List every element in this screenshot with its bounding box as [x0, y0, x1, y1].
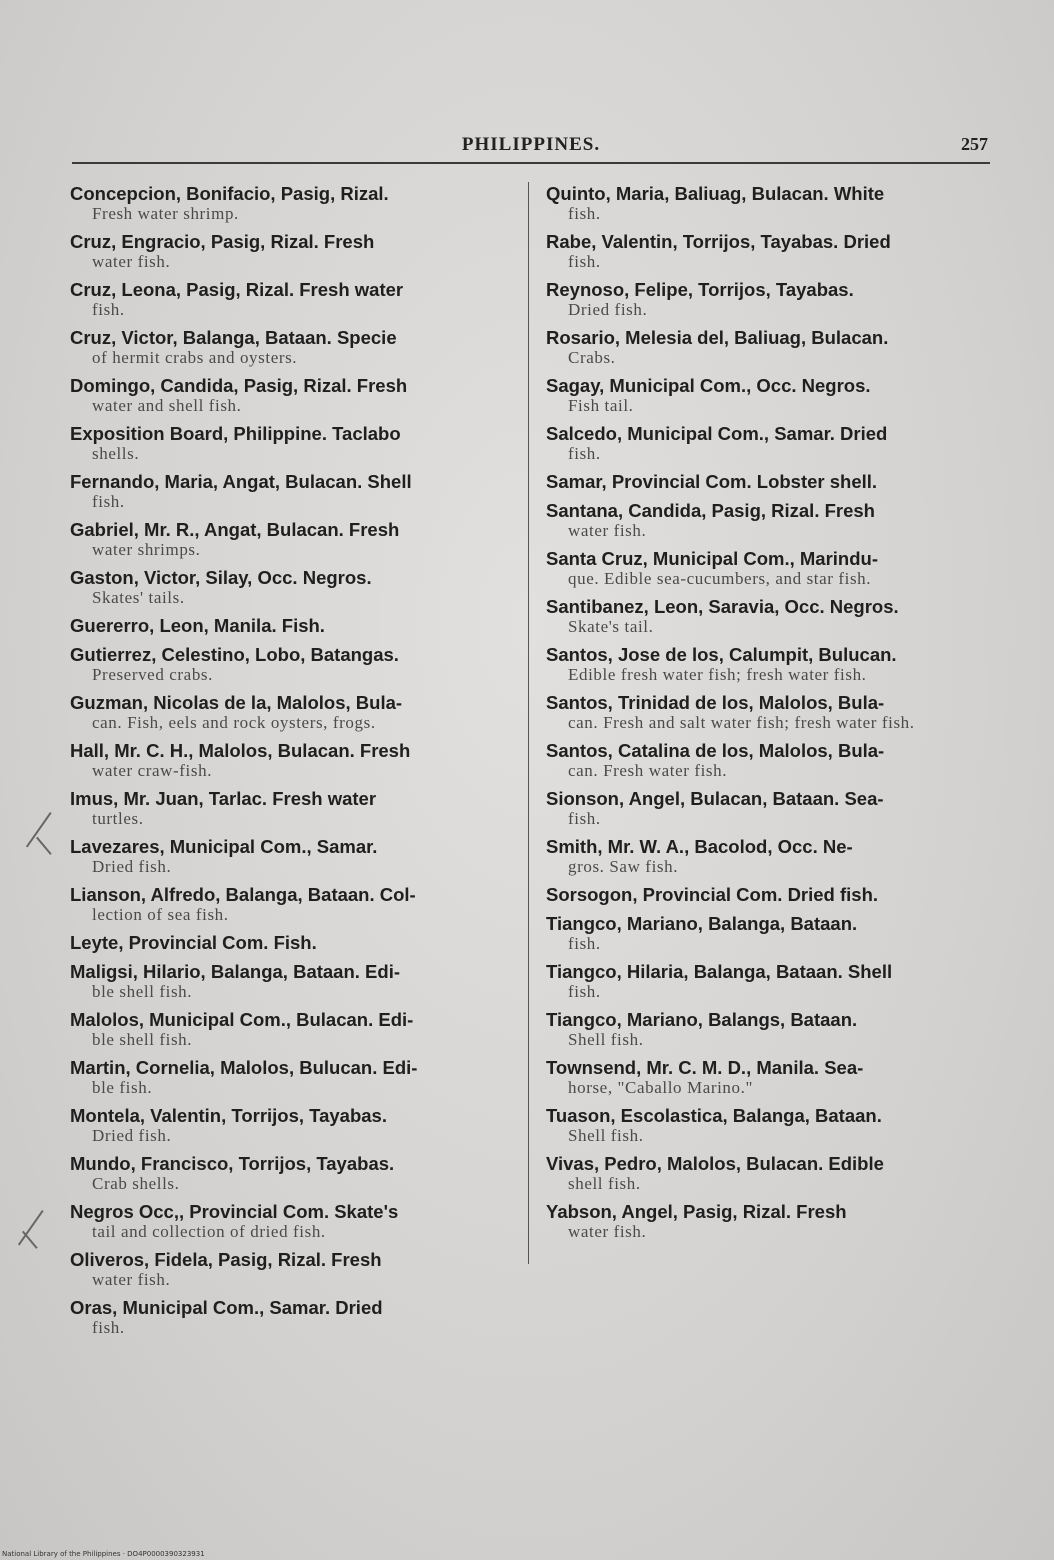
entry-description: fish. — [568, 809, 601, 828]
entry-name: Yabson, Angel, Pasig, Rizal. Fresh — [546, 1201, 847, 1222]
entry-name: Malolos, Municipal Com., Bulacan. Edi- — [70, 1009, 414, 1030]
entry-name: Tuason, Escolastica, Balanga, Bataan. — [546, 1105, 882, 1126]
entry-description: can. Fish, eels and rock oysters, frogs. — [92, 713, 376, 732]
entry-name: Samar, Provincial Com. Lobster shell. — [546, 471, 878, 492]
entry-name: Rosario, Melesia del, Baliuag, Bulacan. — [546, 327, 889, 348]
entry-description: shell fish. — [568, 1174, 641, 1193]
entry-name: Hall, Mr. C. H., Malolos, Bulacan. Fresh — [70, 740, 411, 761]
list-item — [546, 328, 983, 367]
entry-description: water shrimps. — [92, 540, 201, 559]
entry-name: Santa Cruz, Municipal Com., Marindu- — [546, 548, 878, 569]
list-item — [70, 184, 517, 223]
entry-name: Reynoso, Felipe, Torrijos, Tayabas. — [546, 279, 854, 300]
entry-description: water fish. — [568, 1222, 647, 1241]
entry-name: Exposition Board, Philippine. Taclabo — [70, 423, 401, 444]
list-item — [70, 962, 517, 1001]
entry-description: Crabs. — [568, 348, 616, 367]
check-mark — [36, 837, 52, 855]
entry-name: Cruz, Victor, Balanga, Bataan. Specie — [70, 327, 397, 348]
entry-description: Shell fish. — [568, 1030, 644, 1049]
entry-name: Smith, Mr. W. A., Bacolod, Occ. Ne- — [546, 836, 853, 857]
entry-description: water fish. — [568, 521, 647, 540]
page-number: 257 — [961, 134, 988, 154]
list-item — [70, 1250, 517, 1289]
list-item — [546, 1202, 983, 1241]
list-item — [546, 962, 983, 1001]
list-item — [546, 597, 983, 636]
list-item — [546, 837, 983, 876]
list-item — [70, 693, 517, 732]
entry-description: fish. — [568, 934, 601, 953]
list-item — [546, 184, 983, 223]
entry-description: shells. — [92, 444, 140, 463]
entry-description: que. Edible sea-cucumbers, and star fish. — [568, 569, 872, 588]
list-item — [70, 789, 517, 828]
entry-description: Dried fish. — [92, 1126, 172, 1145]
entry-name: Sionson, Angel, Bulacan, Bataan. Sea- — [546, 788, 884, 809]
entry-name: Domingo, Candida, Pasig, Rizal. Fresh — [70, 375, 408, 396]
list-item — [70, 885, 517, 924]
entry-description: Skate's tail. — [568, 617, 654, 636]
entry-name: Santos, Trinidad de los, Malolos, Bula- — [546, 692, 885, 713]
list-item — [70, 472, 517, 511]
entry-description: Dried fish. — [568, 300, 648, 319]
right-column — [546, 184, 983, 1250]
list-item — [70, 645, 517, 684]
list-item — [546, 741, 983, 780]
entry-description: water fish. — [92, 252, 171, 271]
entry-description: lection of sea fish. — [92, 905, 229, 924]
entry-name: Martin, Cornelia, Malolos, Bulucan. Edi- — [70, 1057, 418, 1078]
entry-name: Oras, Municipal Com., Samar. Dried — [70, 1297, 383, 1318]
entry-description: turtles. — [92, 809, 144, 828]
entry-description: fish. — [568, 444, 601, 463]
entry-description: ble shell fish. — [92, 1030, 193, 1049]
list-item — [546, 1010, 983, 1049]
entry-description: Edible fresh water fish; fresh water fish. — [568, 665, 867, 684]
entry-name: Cruz, Leona, Pasig, Rizal. Fresh water — [70, 279, 404, 300]
list-item — [546, 789, 983, 828]
entry-name: Sorsogon, Provincial Com. Dried fish. — [546, 884, 879, 905]
entry-name: Santana, Candida, Pasig, Rizal. Fresh — [546, 500, 875, 521]
entry-name: Vivas, Pedro, Malolos, Bulacan. Edible — [546, 1153, 884, 1174]
entry-name: Negros Occ,, Provincial Com. Skate's — [70, 1201, 399, 1222]
left-column — [70, 184, 517, 1346]
entry-description: horse, "Caballo Marino." — [568, 1078, 754, 1097]
entry-description: can. Fresh water fish. — [568, 761, 728, 780]
list-item — [546, 645, 983, 684]
list-item — [546, 885, 983, 905]
list-item — [70, 328, 517, 367]
entry-name: Santos, Jose de los, Calumpit, Bulucan. — [546, 644, 897, 665]
list-item — [546, 376, 983, 415]
entry-description: Crab shells. — [92, 1174, 180, 1193]
list-item — [546, 1106, 983, 1145]
entry-name: Montela, Valentin, Torrijos, Tayabas. — [70, 1105, 387, 1126]
page-title: PHILIPPINES. — [461, 134, 601, 155]
entry-description: can. Fresh and salt water fish; fresh water fish. — [568, 713, 915, 732]
entry-name: Fernando, Maria, Angat, Bulacan. Shell — [70, 471, 412, 492]
list-item — [70, 741, 517, 780]
list-item — [70, 616, 517, 636]
list-item — [70, 1010, 517, 1049]
header-rule — [72, 162, 990, 164]
entry-name: Rabe, Valentin, Torrijos, Tayabas. Dried — [546, 231, 891, 252]
entry-name: Concepcion, Bonifacio, Pasig, Rizal. — [70, 183, 389, 204]
entry-description: fish. — [568, 252, 601, 271]
scan-footer: National Library of the Philippines · DO4P0000390323931 — [2, 1550, 205, 1558]
entry-name: Gabriel, Mr. R., Angat, Bulacan. Fresh — [70, 519, 400, 540]
entry-description: Skates' tails. — [92, 588, 185, 607]
list-item — [70, 1058, 517, 1097]
entry-description: fish. — [568, 982, 601, 1001]
entry-name: Imus, Mr. Juan, Tarlac. Fresh water — [70, 788, 377, 809]
entry-description: fish. — [92, 492, 125, 511]
list-item — [70, 837, 517, 876]
list-item — [70, 1106, 517, 1145]
entry-name: Gutierrez, Celestino, Lobo, Batangas. — [70, 644, 399, 665]
entry-description: ble shell fish. — [92, 982, 193, 1001]
entry-name: Maligsi, Hilario, Balanga, Bataan. Edi- — [70, 961, 400, 982]
entry-description: fish. — [92, 1318, 125, 1337]
entry-name: Lianson, Alfredo, Balanga, Bataan. Col- — [70, 884, 416, 905]
list-item — [70, 568, 517, 607]
entry-description: tail and collection of dried fish. — [92, 1222, 326, 1241]
entry-name: Guzman, Nicolas de la, Malolos, Bula- — [70, 692, 403, 713]
entry-name: Cruz, Engracio, Pasig, Rizal. Fresh — [70, 231, 375, 252]
entry-name: Gaston, Victor, Silay, Occ. Negros. — [70, 567, 372, 588]
entry-description: Shell fish. — [568, 1126, 644, 1145]
list-item — [546, 1154, 983, 1193]
entry-name: Tiangco, Mariano, Balangs, Bataan. — [546, 1009, 858, 1030]
entry-description: Dried fish. — [92, 857, 172, 876]
entry-name: Townsend, Mr. C. M. D., Manila. Sea- — [546, 1057, 864, 1078]
entry-description: fish. — [92, 300, 125, 319]
entry-name: Salcedo, Municipal Com., Samar. Dried — [546, 423, 888, 444]
list-item — [70, 1202, 517, 1241]
entry-name: Quinto, Maria, Baliuag, Bulacan. White — [546, 183, 885, 204]
list-item — [70, 280, 517, 319]
list-item — [546, 1058, 983, 1097]
entry-description: Preserved crabs. — [92, 665, 213, 684]
entry-description: ble fish. — [92, 1078, 153, 1097]
entry-name: Santos, Catalina de los, Malolos, Bula- — [546, 740, 885, 761]
entry-name: Leyte, Provincial Com. Fish. — [70, 932, 317, 953]
entry-description: fish. — [568, 204, 601, 223]
list-item — [546, 232, 983, 271]
entry-description: water craw-fish. — [92, 761, 213, 780]
entry-name: Santibanez, Leon, Saravia, Occ. Negros. — [546, 596, 899, 617]
entry-name: Guererro, Leon, Manila. Fish. — [70, 615, 325, 636]
list-item — [70, 520, 517, 559]
list-item — [70, 424, 517, 463]
entry-description: water fish. — [92, 1270, 171, 1289]
list-item — [70, 1298, 517, 1337]
entry-name: Tiangco, Mariano, Balanga, Bataan. — [546, 913, 858, 934]
entry-name: Oliveros, Fidela, Pasig, Rizal. Fresh — [70, 1249, 382, 1270]
list-item — [546, 280, 983, 319]
entry-name: Lavezares, Municipal Com., Samar. — [70, 836, 378, 857]
list-item — [70, 232, 517, 271]
entry-description: Fresh water shrimp. — [92, 204, 239, 223]
list-item — [546, 501, 983, 540]
entry-name: Mundo, Francisco, Torrijos, Tayabas. — [70, 1153, 395, 1174]
list-item — [70, 1154, 517, 1193]
list-item — [70, 376, 517, 415]
list-item — [546, 424, 983, 463]
entry-description: Fish tail. — [568, 396, 634, 415]
entry-name: Sagay, Municipal Com., Occ. Negros. — [546, 375, 871, 396]
entry-description: gros. Saw fish. — [568, 857, 679, 876]
list-item — [546, 549, 983, 588]
entry-description: water and shell fish. — [92, 396, 242, 415]
entry-description: of hermit crabs and oysters. — [92, 348, 298, 367]
list-item — [70, 933, 517, 953]
list-item — [546, 693, 983, 732]
column-divider — [528, 182, 529, 1264]
list-item — [546, 914, 983, 953]
list-item — [546, 472, 983, 492]
entry-name: Tiangco, Hilaria, Balanga, Bataan. Shell — [546, 961, 893, 982]
page-header — [72, 134, 990, 160]
